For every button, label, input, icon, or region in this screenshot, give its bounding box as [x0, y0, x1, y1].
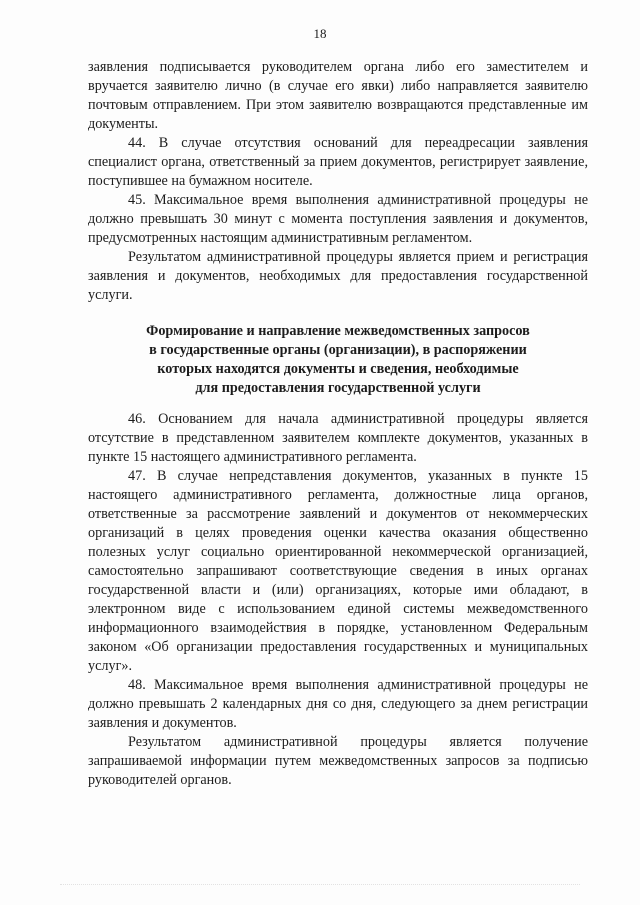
paragraph-result-1: Результатом административной процедуры является прием и регистрация заявления и документов, необходимых для предоставления государственной услуги. [88, 249, 588, 303]
paragraph-45: 45. Максимальное время выполнения административной процедуры не должно превышать 30 минут с момента поступления заявления и документов, предусмотренных настоящим административным регламентом. [88, 192, 588, 246]
section-heading-line: которых находятся документы и сведения, необходимые [157, 361, 519, 377]
scan-artifact-line [60, 884, 580, 889]
section-heading-line: Формирование и направление межведомственных запросов [146, 323, 530, 339]
section-heading-line: в государственные органы (организации), в распоряжении [149, 342, 527, 358]
paragraph-44: 44. В случае отсутствия оснований для переадресации заявления специалист органа, ответственный за прием документов, регистрирует заявление, поступившее на бумажном носителе. [88, 135, 588, 189]
section-heading [88, 322, 588, 398]
paragraph-46: 46. Основанием для начала административной процедуры является отсутствие в представленном заявителем комплекте документов, указанных в пункте 15 настоящего административного регламента. [88, 411, 588, 465]
page-number: 18 [313, 26, 327, 41]
paragraph-continued: заявления подписывается руководителем органа либо его заместителем и вручается заявителю лично (в случае его явки) либо направляется заявителю почтовым отправлением. При этом заявителю возвращаются представленные им документы. [88, 59, 588, 132]
paragraph-48: 48. Максимальное время выполнения административной процедуры не должно превышать 2 календарных дня со дня, следующего за днем регистрации заявления и документов. [88, 677, 588, 731]
paragraph-result-2: Результатом административной процедуры является получение запрашиваемой информации путем межведомственных запросов за подписью руководителей органов. [88, 734, 588, 788]
section-heading-line: для предоставления государственной услуги [195, 380, 481, 396]
bottom-text-block [88, 410, 588, 790]
top-text-block [88, 58, 588, 305]
paragraph-47: 47. В случае непредставления документов, указанных в пункте 15 настоящего административного регламента, должностные лица органов, ответственные за рассмотрение заявлений и документов от некоммерческих организаций в целях проведения оценки качества оказания общественно полезных услуг социально ориентированной некоммерческой организацией, самостоятельно запрашивают соответствующие сведения в иных органах государственной власти и (или) организациях, которые ими обладают, в электронном виде с использованием единой системы межведомственного информационного взаимодействия в порядке, установленном Федеральным законом «Об организации предоставления государственных и муниципальных услуг». [88, 468, 588, 674]
